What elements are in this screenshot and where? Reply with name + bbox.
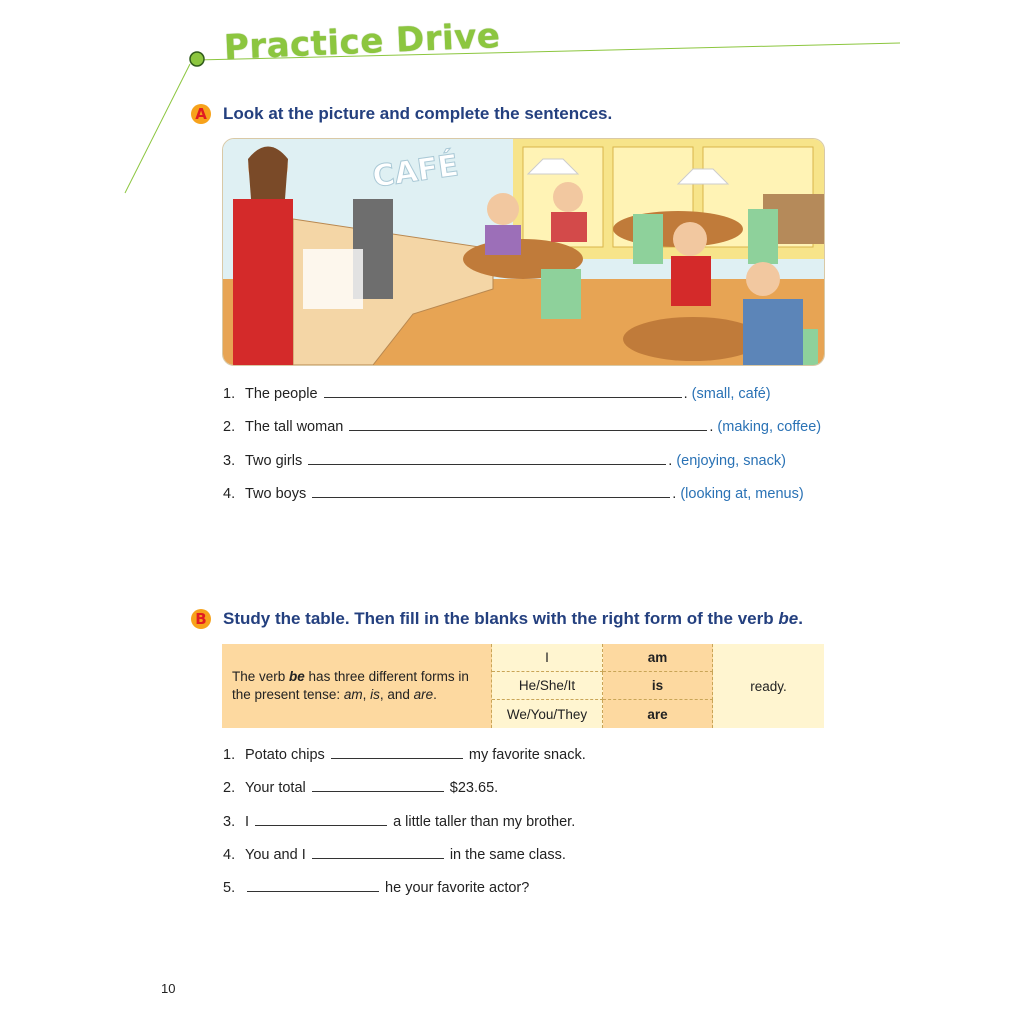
item-hint: (making, coffee) <box>717 419 822 435</box>
section-b-item-2 <box>223 778 498 796</box>
section-b-item-5 <box>223 878 529 896</box>
cafe-illustration <box>222 138 825 366</box>
section-b-title-verb: be <box>778 609 799 628</box>
answer-blank[interactable] <box>331 745 463 759</box>
table-subject: He/She/It <box>492 672 603 700</box>
item-rest: in the same class. <box>449 847 566 863</box>
item-end: . <box>668 453 673 469</box>
item-number: 4. <box>223 486 236 502</box>
verb-be-table <box>222 644 824 728</box>
item-prompt: You and I <box>245 847 306 863</box>
section-a-item-2 <box>223 417 821 435</box>
item-prompt: Potato chips <box>245 747 325 763</box>
table-note: The verb be has three different forms in the present tense: am, is, and are. <box>222 644 492 728</box>
item-rest: he your favorite actor? <box>385 880 530 896</box>
table-verb-form: is <box>603 672 713 700</box>
item-prompt: Two girls <box>245 453 303 469</box>
answer-blank[interactable] <box>308 451 666 465</box>
cafe-sign: CAFÉ <box>370 148 461 195</box>
answer-blank[interactable] <box>312 845 444 859</box>
item-number: 1. <box>223 386 236 402</box>
section-b-item-1 <box>223 745 586 763</box>
table-verb-form: am <box>603 644 713 672</box>
side-rule <box>125 64 190 193</box>
item-hint: (small, café) <box>691 386 771 402</box>
title-bullet-icon <box>190 52 204 66</box>
section-b-item-4 <box>223 845 566 863</box>
item-number: 5. <box>223 880 236 896</box>
item-end: . <box>709 419 714 435</box>
page-number: 10 <box>161 981 176 996</box>
answer-blank[interactable] <box>312 778 444 792</box>
section-b-badge: B <box>191 609 211 629</box>
answer-blank[interactable] <box>312 484 670 498</box>
item-number: 3. <box>223 453 236 469</box>
item-number: 1. <box>223 747 236 763</box>
item-hint: (enjoying, snack) <box>676 453 786 469</box>
section-b-title-text: Study the table. Then fill in the blanks with the right form of the verb <box>223 609 779 628</box>
item-rest: $23.65. <box>449 780 499 796</box>
item-end: . <box>672 486 677 502</box>
item-prompt: Your total <box>245 780 306 796</box>
item-number: 2. <box>223 419 236 435</box>
item-prompt: The people <box>245 386 318 402</box>
section-b-title-end: . <box>798 609 803 628</box>
table-complement: ready. <box>713 644 824 728</box>
answer-blank[interactable] <box>255 812 387 826</box>
section-a-item-3 <box>223 451 786 469</box>
item-number: 4. <box>223 847 236 863</box>
section-b-item-3 <box>223 812 575 830</box>
item-prompt: Two boys <box>245 486 307 502</box>
table-subject: We/You/They <box>492 700 603 728</box>
item-hint: (looking at, menus) <box>680 486 804 502</box>
page-title: Practice Drive <box>223 15 502 68</box>
section-a-badge: A <box>191 104 211 124</box>
item-prompt: The tall woman <box>245 419 344 435</box>
answer-blank[interactable] <box>349 417 707 431</box>
table-verb-form: are <box>603 700 713 728</box>
answer-blank[interactable] <box>324 384 682 398</box>
item-rest: my favorite snack. <box>468 747 586 763</box>
section-a-item-4 <box>223 484 804 502</box>
item-number: 2. <box>223 780 236 796</box>
item-prompt: I <box>245 814 250 830</box>
answer-blank[interactable] <box>247 878 379 892</box>
section-a-title: Look at the picture and complete the sentences. <box>223 104 613 123</box>
item-rest: a little taller than my brother. <box>393 814 576 830</box>
table-subject: I <box>492 644 603 672</box>
section-a-item-1 <box>223 384 771 402</box>
item-end: . <box>683 386 688 402</box>
item-number: 3. <box>223 814 236 830</box>
section-b-title <box>223 609 803 629</box>
